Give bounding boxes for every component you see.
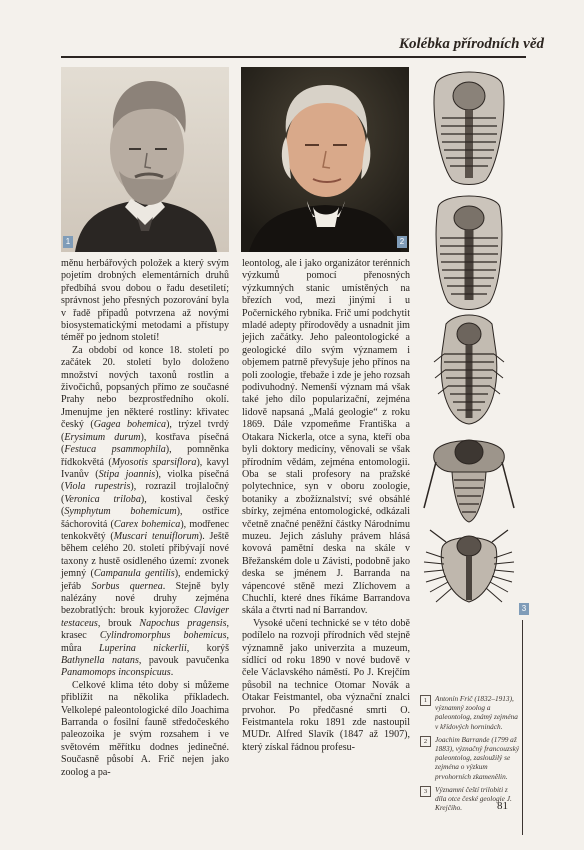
trilobite-illustrations bbox=[416, 62, 523, 615]
paragraph: Celkové klima této doby si můžeme přiblížit na několika příkladech. Velkolepé paleontologické dílo Joachima Barranda o fosilní fauně středočeského paleozoika je svým rozsahem i ve světovém měřítku dodnes jedinečné. Současně působí A. Frič nejen jako zoolog a pa- bbox=[61, 679, 229, 778]
caption-text: Významní čeští trilobiti z díla otce české geologie J. Krejčího. bbox=[435, 784, 512, 813]
caption-number: 1 bbox=[420, 695, 431, 706]
figure-captions bbox=[420, 694, 520, 816]
text-column-2 bbox=[242, 258, 410, 754]
paragraph: měnu herbářových položek a který svým pojetím drobných elementárních druhů předbíhá svou dobou o řadu desetiletí; správnost jeho přesných pozorování byla v řadě případů potvrzena až novými biosystematickými metodami a přístupy téměř po jednom století! bbox=[61, 258, 229, 344]
page-number: 81 bbox=[497, 800, 508, 812]
text-column-1 bbox=[61, 258, 229, 779]
portrait-1-image bbox=[61, 67, 229, 252]
portrait-photo-2 bbox=[241, 67, 409, 252]
trilobite-plate bbox=[416, 62, 527, 615]
paragraph-species-list: Za období od konce 18. století po začátek 20. století bylo doloženo množství nových taxonů rostlin a živočichů, popsaných přímo ze současné Prahy nebo bezprostředního okolí. Jmenujme jen některé rostliny: křivatec český (Gagea bohemica), trýzel tvrdý (Erysimum durum), kostřava písečná (Festuca psammophila), pomněnka řídkokvětá (Myosotis sparsiflora), kavyl Ivanův (Stipa joannis), violka písečná (Viola rupestris), rozrazil trojlaločný (Veronica triloba), kostival český (Symphytum bohemicum), ostřice šáchorovitá (Carex bohemica), modřenec tenkokvětý (Muscari tenuiflorum). Ještě během celého 20. století přibývají nové taxony z hustě osídleného území: zvonek jemný (Campanula gentilis), endemický jeřáb Sorbus quernea. Stejně byly nalézány nové druhy zejména bezobratlých: brouk kyjorožec Claviger testaceus, brouk Napochus pragensis, krasec Cylindromorphus bohemicus, můra Luperina nickerlii, korýš Bathynella natans, pavouk pavučenka Panamomops inconspicuus. bbox=[61, 344, 229, 679]
paragraph: leontolog, ale i jako organizátor terénních výzkumů pomocí přenosných výzkumných stanic umístěných na březích vod, mezi jinými i u Počernického rybníka. Frič umí podchytit mladé adepty přírodovědy a usnadnit jim jejich začátky. Jeho paleontologické a geologické dílo svým významem i objemem patrně převyšuje jeho přínos na poli zoologie, třebaže i zde je jeho rozsah podivuhodný. Nemenší význam má však také jeho dílo popularizační, zejména lidově napsaná „Malá geologie“ z roku 1869. Dále vzpomeňme Františka a Otakara Nickerla, otce a syna, kteří oba byli doktory medicíny, věnovali se však přírodním vědám, zejména entomologii. Oba se stali profesory na pražské polytechnice, syn v oboru zoologie, botaniky a zbožíznalství; své obsáhlé sbírky, zejména entomologické, odkázali včetně značné peněžní částky Národnímu muzeu. Jejich zásluhy právem hlásá kovová pamětní deska na skále v Břežanském dole u Závisti, podobně jako deska se jménem J. Barranda na vápencové stěně mezi Zlíchovem a Chuchlí, které dnes říkáme Barrandova skála a čtvrti nad ní Barrandov. bbox=[242, 258, 410, 617]
portrait-2-image bbox=[241, 67, 409, 252]
caption-text: Joachim Barrande (1799 až 1883), význačný francouzský paleontolog, zasloužilý se zejména o výzkum prvohorních zkamenělin. bbox=[435, 734, 520, 781]
caption-number: 2 bbox=[420, 736, 431, 747]
running-header-title: Kolébka přírodních věd bbox=[399, 36, 544, 52]
caption-2 bbox=[420, 735, 520, 781]
figure-number-badge-2: 2 bbox=[397, 236, 407, 248]
margin-rule bbox=[522, 620, 523, 835]
trilobite-2 bbox=[436, 196, 502, 310]
caption-text: Antonín Frič (1832–1913), významný zoolog a paleontolog, známý zejména v křídových horninách. bbox=[435, 694, 518, 731]
paragraph: Vysoké učení technické se v této době podílelo na rozvoji přírodních věd stejně významně jako univerzita a muzeum, sídlící od roku 1890 v nové budově v čele Václavského náměstí. Po J. Krejčím působil na technice Otomar Novák a Otakar Feistmantel, oba význační znalci prvohor. Po předčasné smrti O. Feistmantela roku 1891 zde nastoupil MUDr. Alfred Slavík (1847 až 1907), který získal řádnou profesu- bbox=[242, 617, 410, 753]
caption-1 bbox=[420, 694, 520, 731]
header-rule bbox=[61, 56, 526, 58]
caption-number: 3 bbox=[420, 786, 431, 797]
portrait-photo-1 bbox=[61, 67, 229, 252]
figure-number-badge-3: 3 bbox=[519, 603, 529, 615]
figure-number-badge-1: 1 bbox=[63, 236, 73, 248]
